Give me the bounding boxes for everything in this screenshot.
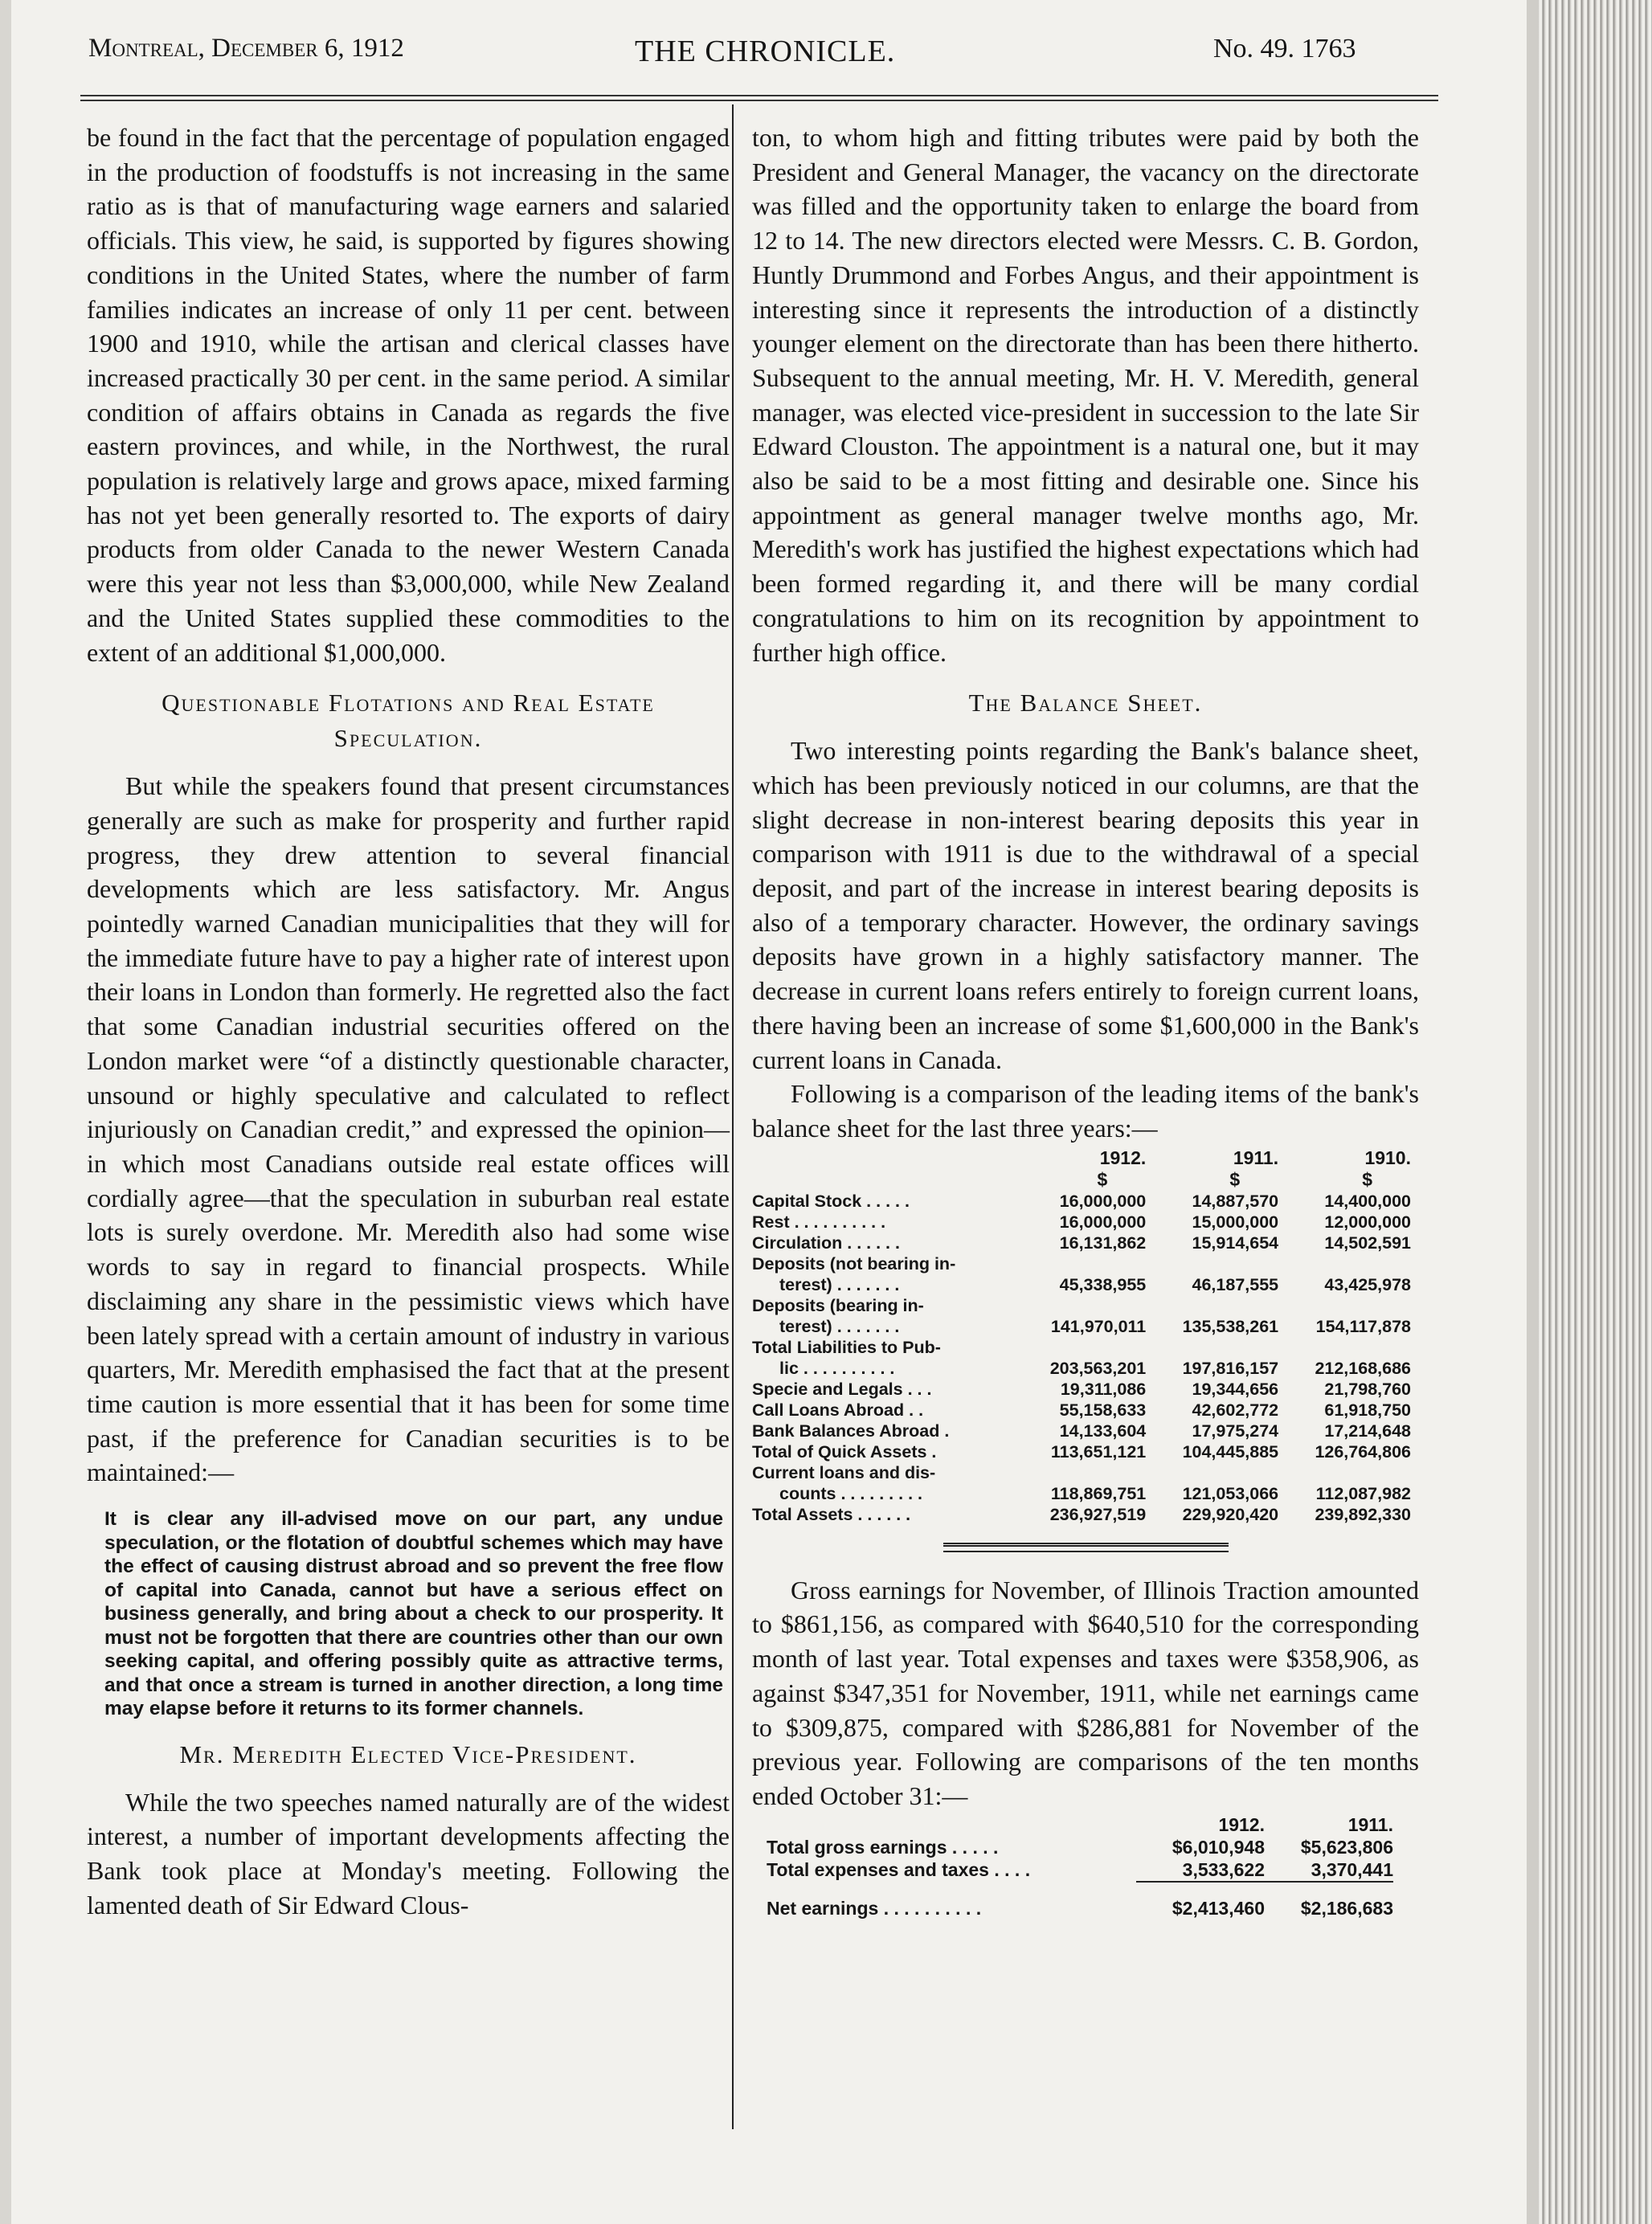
unit-symbol: $ [1097, 1168, 1108, 1190]
table-row [752, 1400, 1411, 1421]
row-label-continued: terest) . . . . . . . [779, 1316, 900, 1336]
row-label: Total of Quick Assets . [752, 1441, 937, 1462]
row-label: Total Assets . . . . . . [752, 1504, 911, 1524]
table-cell: 229,920,420 [1182, 1504, 1279, 1524]
table-row [752, 1233, 1411, 1253]
row-label-continued: counts . . . . . . . . . [779, 1483, 922, 1503]
header-dateline: Montreal, December 6, 1912 [88, 34, 404, 63]
heading-questionable-flotations: Questionable Flotations and Real Estate Speculation. [162, 689, 655, 753]
row-label: Total gross earnings . . . . . [767, 1836, 999, 1858]
table-cell: 61,918,750 [1324, 1400, 1411, 1420]
header-title: THE CHRONICLE. [635, 35, 896, 68]
paragraph-clouston: ton, to whom high and fitting tributes were paid by both the President and General Manager, the vacancy on the directorate was filled and the opportunity taken to enlarge the board from 12 to 14. The new directors elected were Messrs. C. B. Gordon, Huntly Drummond and Forbes Angus, and their appointment is interesting since it represents the introduction of a distinctly younger element on the directorate than has been there hitherto. Subsequent to the annual meeting, Mr. H. V. Meredith, general manager, was elected vice-president in succession to the late Sir Edward Clouston. The appointment is a natural one, but it may also be said to be a most fitting and desirable one. Since his appointment as general manager twelve months ago, Mr. Meredith's work has justified the highest expectations which had been formed regarding it, and there will be many cordial congratulations to him on its recognition by appointment to further high office. [752, 123, 1419, 667]
table-cell: 126,764,806 [1315, 1441, 1411, 1462]
table-row [752, 1212, 1411, 1233]
year-heading: 1911. [1347, 1813, 1393, 1835]
binding-shadow [0, 0, 11, 2224]
table-cell: 112,087,982 [1315, 1483, 1411, 1503]
year-heading: 1911. [1233, 1147, 1279, 1168]
table-cell: 16,131,862 [1059, 1233, 1147, 1253]
row-label: Deposits (bearing in- [752, 1295, 924, 1315]
row-label: Bank Balances Abroad . [752, 1421, 950, 1441]
table-cell: 21,798,760 [1324, 1379, 1411, 1399]
table-cell: 16,000,000 [1059, 1191, 1147, 1211]
table-row [752, 1191, 1411, 1212]
table-row [752, 1358, 1411, 1379]
year-heading: 1910. [1364, 1147, 1411, 1168]
illinois-earnings-body [767, 1836, 1393, 1919]
left-column [87, 121, 730, 1922]
table-cell: 16,000,000 [1059, 1212, 1147, 1232]
row-label-continued: lic . . . . . . . . . . [779, 1358, 895, 1378]
row-label: Specie and Legals . . . [752, 1379, 932, 1399]
unit-symbol: $ [1362, 1168, 1372, 1190]
table-cell: 14,502,591 [1324, 1233, 1411, 1253]
table-cell: 14,133,604 [1059, 1421, 1147, 1441]
meredith-quote: It is clear any ill-advised move on our part, any undue speculation, or the flotation of doubtful schemes which may have the effect of causing distrust abroad and so prevent the free flow of capital into Canada, cannot but have a serious effect on business generally, and bring about a check to our prosperity. It must not be forgotten that there are countries other than our own seeking capital, and offering possibly quite as attractive terms, and that once a stream is turned in another direction, a long time may elapse before it returns to its former channels. [104, 1508, 723, 1720]
row-label: Rest . . . . . . . . . . [752, 1212, 886, 1232]
table-row [752, 1504, 1411, 1525]
table-cell: 15,000,000 [1192, 1212, 1279, 1232]
table-cell: 55,158,633 [1059, 1400, 1147, 1420]
paragraph-balance-points: Two interesting points regarding the Bank's balance sheet, which has been previously noticed in our columns, are that the slight decrease in non-interest bearing deposits this year in comparison with 1911 is due to the withdrawal of a special deposit, and part of the increase in interest bearing deposits is also of a temporary character. However, the ordinary savings deposits have grown in a highly satisfactory manner. The decrease in current loans refers entirely to foreign current loans, there having been an increase of some $1,600,000 in the Bank's current loans in Canada. [752, 736, 1419, 1074]
row-label: Deposits (not bearing in- [752, 1253, 956, 1273]
table-cell: 118,869,751 [1050, 1483, 1147, 1503]
table-cell: 14,400,000 [1324, 1191, 1411, 1211]
table-cell: 141,970,011 [1050, 1316, 1147, 1336]
illinois-year-row [767, 1813, 1393, 1836]
table-cell: 19,311,086 [1060, 1379, 1147, 1399]
table-cell: 154,117,878 [1315, 1316, 1411, 1336]
table-cell: 239,892,330 [1315, 1504, 1411, 1524]
table-cell: 46,187,555 [1192, 1274, 1279, 1294]
paragraph-comparison-intro: Following is a comparison of the leading items of the bank's balance sheet for the last three years:— [752, 1079, 1419, 1143]
table-row [752, 1295, 1411, 1316]
table-row [767, 1836, 1393, 1858]
table-cell: 17,214,648 [1324, 1421, 1411, 1441]
row-label: Total Liabilities to Pub- [752, 1337, 941, 1357]
row-label: Circulation . . . . . . [752, 1233, 900, 1253]
row-label: Capital Stock . . . . . [752, 1191, 910, 1211]
balance-year-row [752, 1147, 1411, 1169]
row-label: Total expenses and taxes . . . . [767, 1859, 1031, 1881]
table-cell: $5,623,806 [1300, 1836, 1393, 1858]
header-page-number: No. 49. 1763 [1213, 34, 1356, 63]
table-cell: 45,338,955 [1059, 1274, 1147, 1294]
table-row [752, 1274, 1411, 1295]
illinois-earnings-table [767, 1813, 1393, 1919]
table-row [767, 1858, 1393, 1882]
row-label: Net earnings . . . . . . . . . . [767, 1897, 982, 1919]
table-cell: 197,816,157 [1182, 1358, 1279, 1378]
table-cell: 212,168,686 [1315, 1358, 1411, 1378]
table-row [752, 1337, 1411, 1358]
table-cell: $2,413,460 [1172, 1897, 1265, 1919]
net-earnings-row [767, 1883, 1393, 1919]
heading-balance-sheet: The Balance Sheet. [968, 689, 1203, 717]
table-row [752, 1379, 1411, 1400]
table-row [752, 1483, 1411, 1504]
year-heading: 1912. [1099, 1147, 1147, 1168]
unit-symbol: $ [1229, 1168, 1241, 1190]
table-cell: $6,010,948 [1172, 1836, 1265, 1858]
table-row [752, 1316, 1411, 1337]
table-row [752, 1421, 1411, 1441]
row-label: Call Loans Abroad . . [752, 1400, 924, 1420]
row-label-continued: terest) . . . . . . . [779, 1274, 900, 1294]
table-cell: 104,445,885 [1182, 1441, 1279, 1462]
table-cell: 12,000,000 [1324, 1212, 1411, 1232]
balance-unit-row [752, 1169, 1411, 1191]
right-column [752, 121, 1419, 1919]
heading-meredith-elected: Mr. Meredith Elected Vice-President. [179, 1740, 637, 1768]
table-cell: 43,425,978 [1324, 1274, 1411, 1294]
table-cell: 3,370,441 [1311, 1858, 1393, 1880]
balance-sheet-body [752, 1191, 1411, 1525]
table-cell: 203,563,201 [1049, 1358, 1147, 1378]
paragraph-two-speeches: While the two speeches named naturally are of the widest interest, a number of important developments affecting the Bank took place at Monday's meeting. Following the lamented death of Sir Edward Clous- [87, 1787, 730, 1919]
table-cell: 14,887,570 [1192, 1191, 1279, 1211]
table-row [752, 1462, 1411, 1483]
paragraph-illinois-traction: Gross earnings for November, of Illinois Traction amounted to $861,156, as compared with $640,510 for the corresponding month of last year. Total expenses and taxes were $358,906, as against $347,351 for November, 1911, while net earnings came to $309,875, compared with $286,881 for November of the previous year. Following are comparisons of the ten months ended October 31:— [752, 1575, 1419, 1810]
year-heading: 1912. [1218, 1813, 1265, 1835]
table-cell: 3,533,622 [1182, 1858, 1265, 1880]
table-row [752, 1441, 1411, 1462]
balance-sheet-table [752, 1147, 1411, 1525]
table-cell: 17,975,274 [1192, 1421, 1279, 1441]
table-cell: 113,651,121 [1050, 1441, 1147, 1462]
row-label: Current loans and dis- [752, 1462, 936, 1482]
paragraph-foodstuffs: be found in the fact that the percentage of population engaged in the production of foodstuffs is not increasing in the same ratio as is that of manufacturing wage earners and salaried officials. This view, he said, is supported by figures showing conditions in the United States, where the number of farm families indicates an increase of only 11 per cent. between 1900 and 1910, while the artisan and clerical classes have increased practically 30 per cent. in the same period. A similar condition of affairs obtains in Canada as regards the five eastern provinces, and while, in the Northwest, the rural population is relatively large and grows apace, mixed farming has not yet been generally resorted to. The exports of dairy products from older Canada to the newer Western Canada were this year not less than $3,000,000, while New Zealand and the United States supplied these commodities to the extent of an additional $1,000,000. [87, 123, 730, 667]
table-row [752, 1253, 1411, 1274]
paragraph-speakers: But while the speakers found that present circumstances generally are such as make for prosperity and further rapid progress, they drew attention to several financial developments which are less satisfactory. Mr. Angus pointedly warned Canadian municipalities that they will for the immediate future have to pay a higher rate of interest upon their loans in London than formerly. He regretted also the fact that some Canadian industrial securities offered on the London market were “of a distinctly questionable character, unsound or highly speculative and calculated to reflect injuriously on Canadian credit,” and expressed the opinion—in which most Canadians outside real estate offices will cordially agree—that the speculation in suburban real estate lots is surely overdone. Mr. Meredith also had some wise words to say in regard to financial prospects. While disclaiming any share in the pessimistic views which have been lately spread with a certain amount of industry in various quarters, Mr. Meredith emphasised the fact that at the present time caution is more essential that it has been for some time past, if the preference for Canadian securities is to be maintained:— [87, 771, 730, 1487]
table-cell: 135,538,261 [1182, 1316, 1279, 1336]
page-stack-edge [1527, 0, 1652, 2224]
table-cell: 19,344,656 [1192, 1379, 1279, 1399]
table-cell: 236,927,519 [1049, 1504, 1147, 1524]
header-rule-2 [80, 100, 1438, 101]
section-divider [943, 1543, 1229, 1552]
table-cell: $2,186,683 [1300, 1897, 1393, 1919]
header-rule [80, 95, 1438, 96]
column-divider [732, 104, 734, 2129]
table-cell: 15,914,654 [1192, 1233, 1279, 1253]
table-cell: 42,602,772 [1192, 1400, 1279, 1420]
table-cell: 121,053,066 [1182, 1483, 1279, 1503]
